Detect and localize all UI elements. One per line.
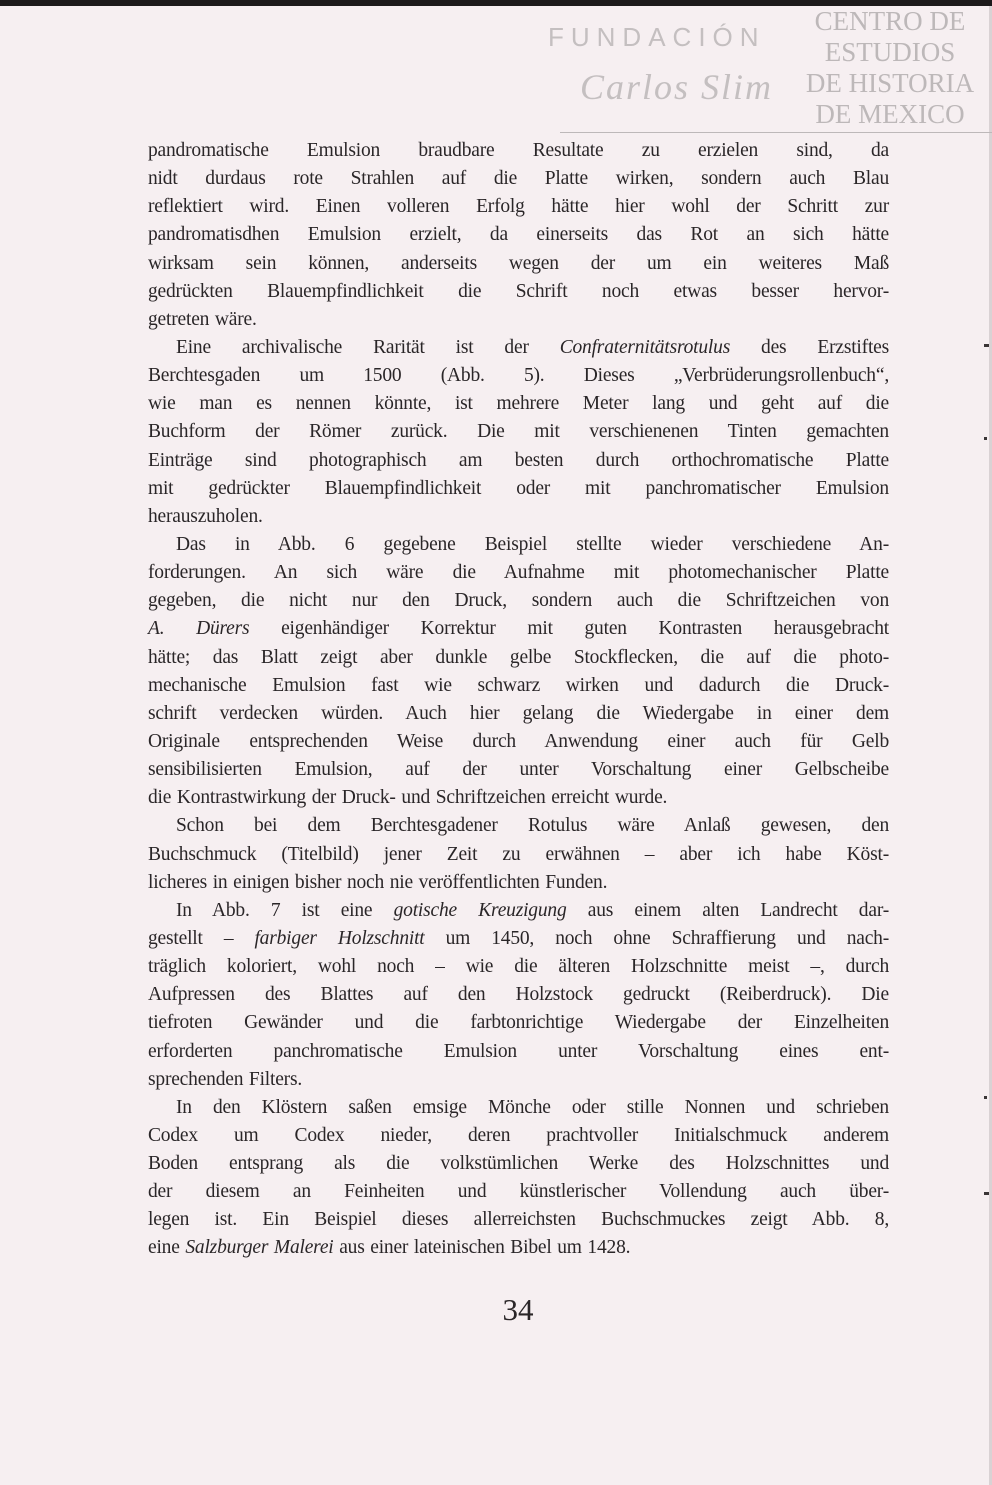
text-segment: sensibilisierten Emulsion, auf der unter Vorschaltung einer Gelbscheibe [148, 759, 889, 781]
text-line [148, 1066, 889, 1094]
text-segment: eine [148, 1237, 186, 1259]
text-segment: Das in Abb. 6 gegebene Beispiel stellte wieder verschiedene An- [176, 533, 889, 555]
text-line [148, 559, 889, 587]
text-segment: gegeben, die nicht nur den Druck, sondern auch die Schriftzeichen von [148, 590, 889, 612]
text-line [148, 784, 889, 812]
text-segment: wirksam sein können, anderseits wegen der um ein weiteres Maß [148, 252, 889, 274]
text-segment: In Abb. 7 ist eine [176, 899, 394, 921]
italic-term: Confraternitätsrotulus [559, 336, 731, 358]
scan-mark [984, 437, 987, 440]
text-segment: Boden entsprang als die volkstümlichen Werke des Holzschnittes und [148, 1153, 889, 1175]
text-segment: Originale entsprechenden Weise durch Anwendung einer auch für Gelb [148, 730, 889, 752]
text-segment: hätte; das Blatt zeigt aber dunkle gelbe Stockflecken, die auf die photo- [148, 646, 889, 668]
text-line [148, 1038, 889, 1066]
body-text [148, 137, 889, 1263]
text-segment: In den Klöstern saßen emsige Mönche oder stille Nonnen und schrieben [176, 1096, 889, 1118]
text-segment: licheres in einigen bisher noch nie veröffentlichten Funden. [148, 871, 608, 893]
page-number: 34 [502, 1292, 534, 1327]
text-segment: pandromatische Emulsion braudbare Resultate zu erzielen sind, da [148, 140, 889, 161]
text-segment: Codex um Codex nieder, deren prachtvoller Initialschmuck anderem [148, 1124, 889, 1146]
text-line [148, 756, 889, 784]
text-line [148, 447, 889, 475]
text-segment: träglich koloriert, wohl noch – wie die älteren Holzschnitte meist –, durch [148, 956, 889, 978]
text-line [148, 475, 889, 503]
text-segment: des Erzstiftes [730, 336, 890, 358]
text-line [148, 531, 889, 559]
text-line [148, 165, 889, 193]
watermark-line: ESTUDIOS [824, 37, 956, 67]
text-segment: die Kontrastwirkung der Druck- und Schriftzeichen erreicht wurde. [148, 787, 668, 809]
text-line [148, 390, 889, 418]
text-segment: um 1450, noch ohne Schraffierung und nach- [424, 927, 889, 949]
text-line [148, 869, 889, 897]
text-line [148, 418, 889, 446]
text-line [148, 615, 889, 643]
watermark-line: DE HISTORIA [805, 68, 975, 98]
text-line [148, 137, 889, 165]
text-segment: der diesem an Feinheiten und künstlerischer Vollendung auch über- [148, 1181, 889, 1203]
text-segment: mechanische Emulsion fast wie schwarz wirken und dadurch die Druck- [148, 674, 889, 696]
italic-term: farbiger Holzschnitt [254, 927, 425, 949]
watermark-institution [795, 6, 985, 130]
scan-mark [984, 1096, 987, 1099]
text-segment: getreten wäre. [148, 308, 257, 330]
text-segment: gedrückten Blauempfindlichkeit die Schrift noch etwas besser hervor- [148, 280, 889, 302]
watermark-divider [560, 132, 992, 133]
text-segment: sprechenden Filters. [148, 1068, 303, 1090]
italic-term: gotische Kreuzigung [393, 899, 567, 921]
text-segment: Einträge sind photographisch am besten durch orthochromatische Platte [148, 449, 889, 471]
watermark-fundacion: FUNDACIÓN [548, 22, 766, 52]
italic-term: Salzburger Malerei [185, 1237, 334, 1259]
text-segment: wie man es nennen könnte, ist mehrere Meter lang und geht auf die [148, 393, 889, 415]
text-line [148, 1178, 889, 1206]
text-line [148, 334, 889, 362]
text-segment: mit gedrückter Blauempfindlichkeit oder mit panchromatischer Emulsion [148, 477, 889, 499]
scan-mark [984, 1192, 989, 1195]
text-line [148, 587, 889, 615]
text-line [148, 1094, 889, 1122]
text-segment: Buchform der Römer zurück. Die mit verschienenen Tinten gemachten [148, 421, 889, 443]
text-line [148, 700, 889, 728]
text-segment: legen ist. Ein Beispiel dieses allerreichsten Buchschmuckes zeigt Abb. 8, [148, 1209, 889, 1231]
text-segment: eigenhändiger Korrektur mit guten Kontrasten herausgebracht [249, 618, 889, 640]
text-segment: forderungen. An sich wäre die Aufnahme mit photomechanischer Platte [148, 562, 889, 584]
text-line [148, 1234, 889, 1262]
text-line [148, 503, 889, 531]
text-line [148, 1150, 889, 1178]
text-line [148, 362, 889, 390]
text-segment: erforderten panchromatische Emulsion unter Vorschaltung eines ent- [148, 1040, 889, 1062]
watermark-line: DE MEXICO [815, 99, 965, 129]
text-segment: Aufpressen des Blattes auf den Holzstock gedruckt (Reiberdruck). Die [148, 984, 889, 1006]
text-line [148, 1122, 889, 1150]
text-segment: aus einem alten Landrecht dar- [566, 899, 890, 921]
text-segment: nidt durdaus rote Strahlen auf die Platte wirken, sondern auch Blau [148, 168, 889, 190]
text-segment: pandromatisdhen Emulsion erzielt, da einerseits das Rot an sich hätte [148, 224, 889, 246]
watermark-line: CENTRO DE [814, 6, 966, 36]
text-line [148, 981, 889, 1009]
text-line [148, 812, 889, 840]
text-segment: tiefroten Gewänder und die farbtonrichtige Wiedergabe der Einzelheiten [148, 1012, 889, 1034]
text-segment: Berchtesgaden um 1500 (Abb. 5). Dieses „Verbrüderungsrollenbuch“, [148, 365, 889, 387]
text-line [148, 221, 889, 249]
text-segment: aus einer lateinischen Bibel um 1428. [333, 1237, 631, 1259]
text-segment: herauszuholen. [148, 505, 263, 527]
text-line [148, 1009, 889, 1037]
text-line [148, 672, 889, 700]
text-line [148, 250, 889, 278]
text-line [148, 306, 889, 334]
text-line [148, 897, 889, 925]
text-segment: gestellt – [148, 927, 255, 949]
text-line [148, 193, 889, 221]
text-line [148, 644, 889, 672]
scan-mark [984, 344, 989, 347]
text-segment: reflektiert wird. Einen volleren Erfolg hätte hier wohl der Schritt zur [148, 196, 889, 218]
watermark-signature: Carlos Slim [580, 67, 774, 107]
text-segment: Buchschmuck (Titelbild) jener Zeit zu erwähnen – aber ich habe Köst- [148, 843, 889, 865]
text-segment: schrift verdecken würden. Auch hier gelang die Wiedergabe in einer dem [148, 702, 889, 724]
text-line [148, 841, 889, 869]
italic-term: A. Dürers [148, 618, 250, 640]
text-line [148, 728, 889, 756]
text-line [148, 278, 889, 306]
text-line [148, 1206, 889, 1234]
text-line [148, 953, 889, 981]
text-line [148, 925, 889, 953]
text-segment: Eine archivalische Rarität ist der [176, 336, 560, 358]
text-segment: Schon bei dem Berchtesgadener Rotulus wäre Anlaß gewesen, den [176, 815, 889, 837]
